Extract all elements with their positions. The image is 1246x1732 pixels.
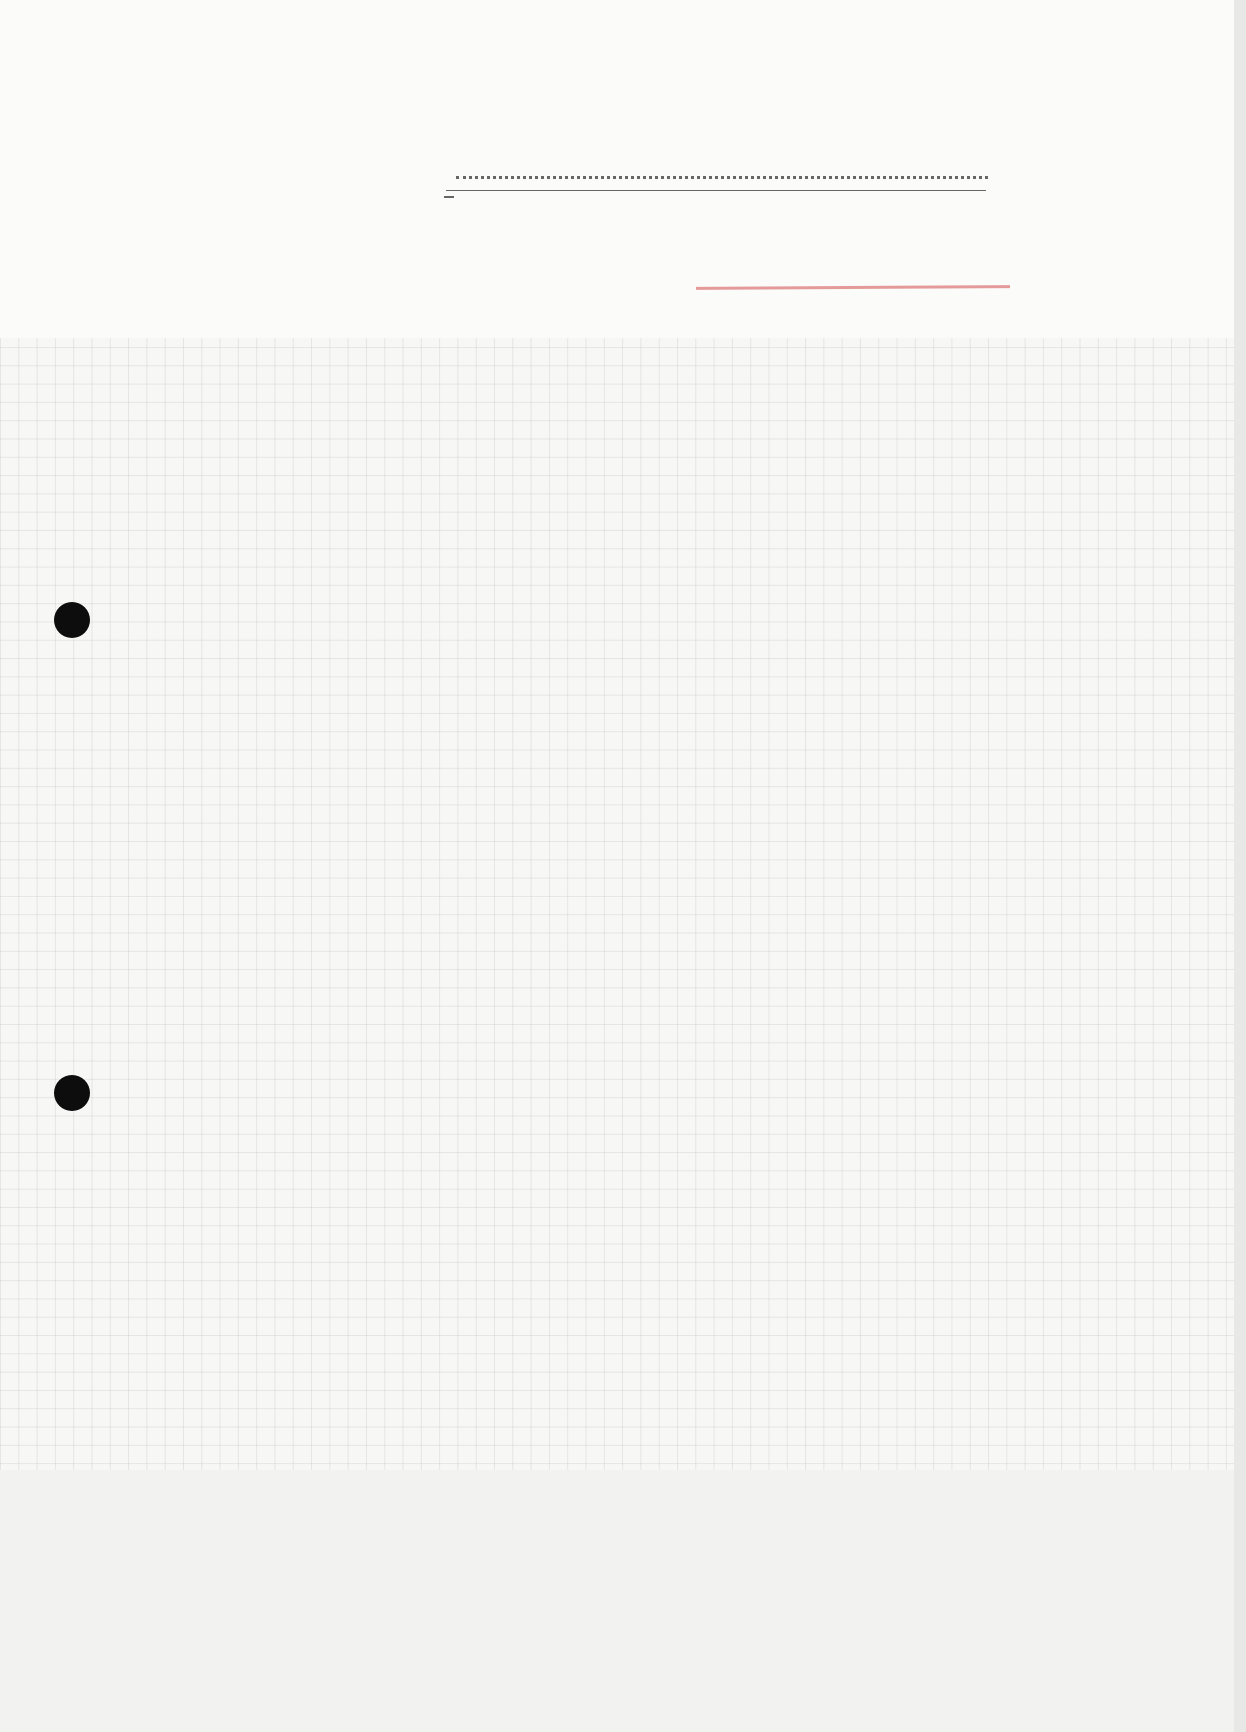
punch-hole-top bbox=[54, 602, 90, 638]
title-underline bbox=[446, 190, 986, 191]
paper-blank-area bbox=[0, 1470, 1234, 1732]
scan-edge bbox=[1234, 0, 1246, 1732]
punch-hole-bottom bbox=[54, 1075, 90, 1111]
title-underline-mark bbox=[444, 196, 454, 198]
title-dotted-underline bbox=[456, 176, 988, 183]
paper-header-area bbox=[0, 0, 1234, 338]
